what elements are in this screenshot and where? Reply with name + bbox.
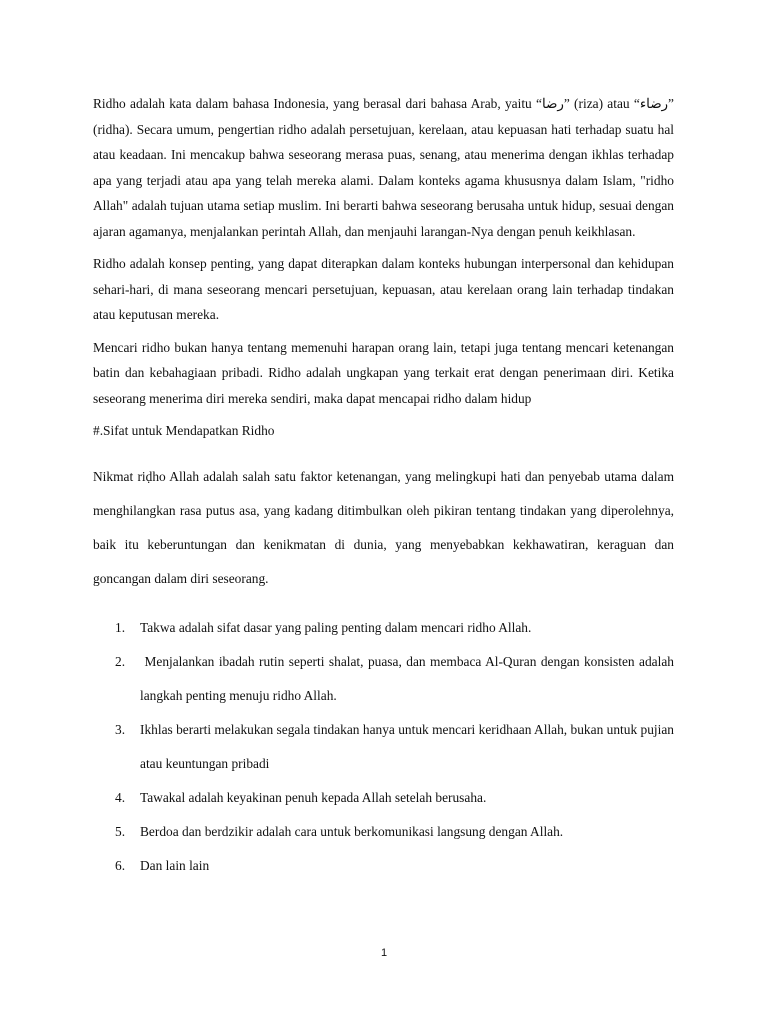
list-item-number: 3. — [115, 721, 126, 737]
page-number: 1 — [380, 947, 388, 959]
intro-paragraph: Ridho adalah kata dalam bahasa Indonesia, yang berasal dari bahasa Arab, yaitu “رضا” (riza) atau “رضاء” (ridha). Secara umum, pengertian ridho adalah persetujuan, kerelaan, atau kepuasan hati terhadap suatu hal atau keadaan. Ini mencakup bahwa seseorang merasa puas, senang, atau menerima dengan ikhlas terhadap apa yang terjadi atau apa yang telah mereka alami. Dalam konteks agama khususnya dalam Islam, "ridho Allah" adalah tujuan utama setiap muslim. Ini berarti bahwa seseorang berusaha untuk hidup, sesuai dengan ajaran agamanya, menjalankan perintah Allah, dan menjauhi larangan-Nya dengan penuh keikhlasan. — [93, 96, 674, 239]
list-item — [93, 815, 674, 849]
concept-paragraph: Ridho adalah konsep penting, yang dapat diterapkan dalam konteks hubungan interpersonal dan kehidupan sehari-hari, di mana seseorang mencari persetujuan, kepuasan, atau kerelaan orang lain terhadap tindakan atau keputusan mereka. — [93, 256, 674, 322]
list-item-text: Tawakal adalah keyakinan penuh kepada Allah setelah berusaha. — [140, 789, 487, 805]
list-item — [93, 611, 674, 645]
list-item-number: 6. — [115, 857, 126, 873]
list-item-text: Berdoa dan berdzikir adalah cara untuk berkomunikasi langsung dengan Allah. — [140, 823, 564, 839]
list-item-number: 2. — [115, 653, 126, 669]
seeking-ridho-paragraph: Mencari ridho bukan hanya tentang memenuhi harapan orang lain, tetapi juga tentang mencari ketenangan batin dan kebahagiaan pribadi. Ridho adalah ungkapan yang terkait erat dengan penerimaan diri. Ketika seseorang menerima diri mereka sendiri, maka dapat mencapai ridho dalam hidup — [93, 339, 674, 406]
list-item-text: Ikhlas berarti melakukan segala tindakan hanya untuk mencari keridhaan Allah, bukan untuk pujian atau keuntungan pribadi — [140, 721, 674, 771]
document-body — [93, 91, 678, 883]
list-item-text: Menjalankan ibadah rutin seperti shalat, puasa, dan membaca Al-Quran dengan konsisten adalah langkah penting menuju ridho Allah. — [140, 653, 678, 703]
list-item-text: Takwa adalah sifat dasar yang paling penting dalam mencari ridho Allah. — [140, 619, 532, 635]
list-item-number: 5. — [115, 823, 126, 839]
traits-list — [93, 611, 678, 883]
list-item-number: 4. — [115, 789, 126, 805]
list-item-text: Dan lain lain — [140, 857, 210, 873]
list-item — [93, 645, 678, 713]
section-paragraph: Nikmat riḍho Allah adalah salah satu faktor ketenangan, yang melingkupi hati dan penyebab utama dalam menghilangkan rasa putus asa, yang kadang ditimbulkan oleh pikiran tentang tindakan yang diperolehnya, baik itu keberuntungan dan kenikmatan di dunia, yang menyebabkan kekhawatiran, keraguan dan goncangan dalam diri seseorang. — [93, 468, 674, 586]
list-item — [93, 713, 674, 781]
list-item-number: 1. — [115, 619, 126, 635]
section-heading: #.Sifat untuk Mendapatkan Ridho — [93, 423, 275, 438]
list-item — [93, 781, 674, 815]
list-item — [93, 849, 674, 883]
